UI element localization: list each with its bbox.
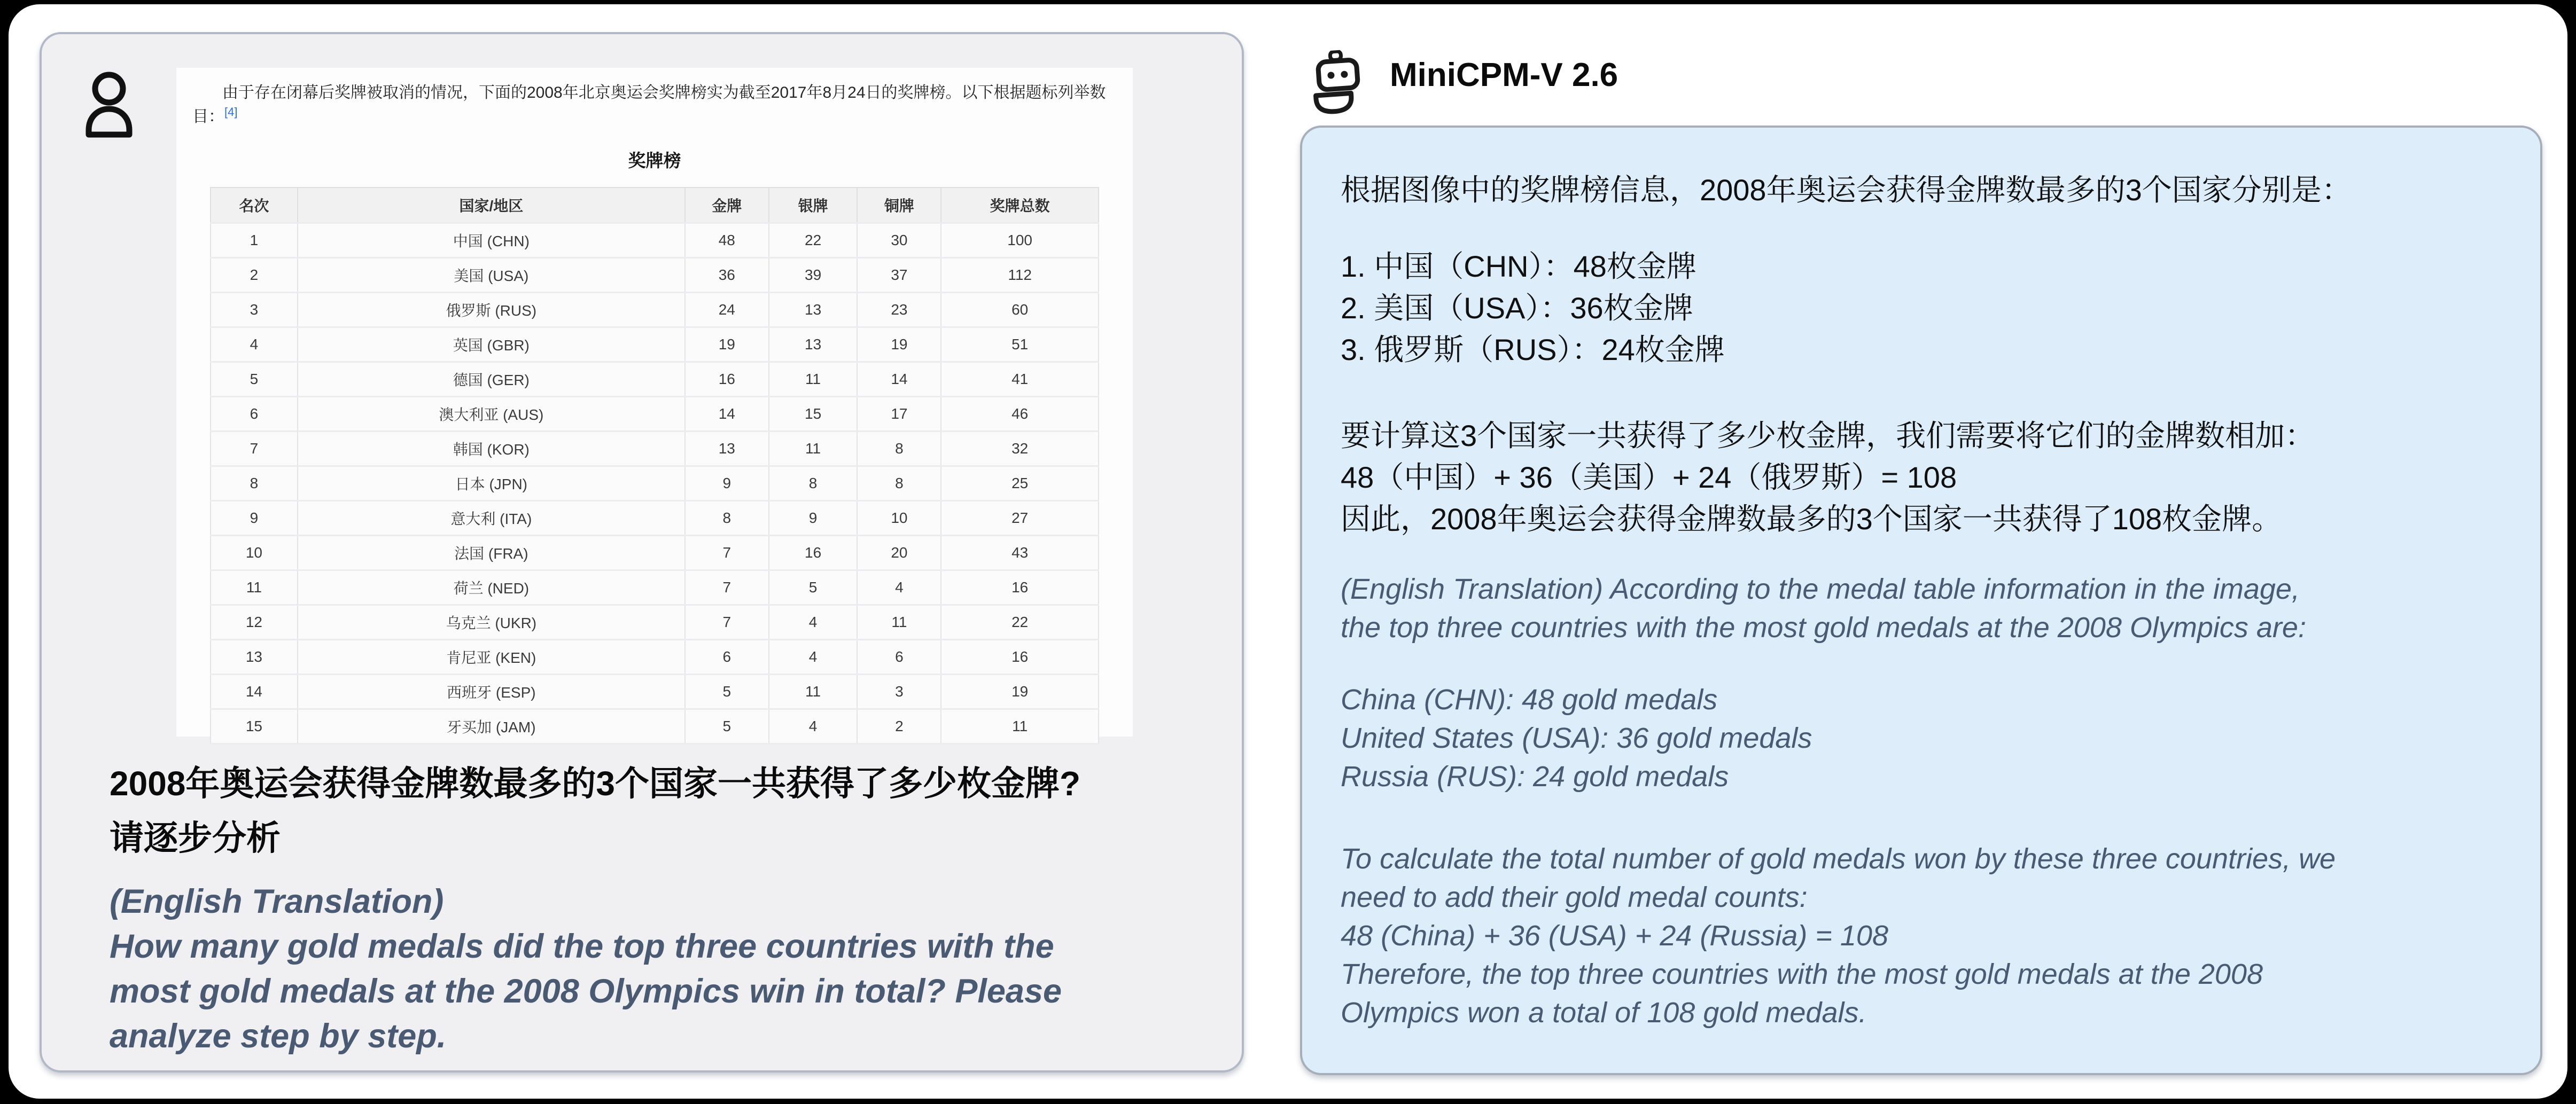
table-cell: 5	[685, 709, 769, 744]
table-cell: 12	[211, 605, 298, 640]
table-cell: 11	[857, 605, 941, 640]
table-cell: 51	[941, 327, 1099, 362]
table-cell: 43	[941, 536, 1099, 570]
model-name: MiniCPM-V 2.6	[1390, 57, 1618, 93]
table-cell: 17	[857, 397, 941, 432]
response-en-calculation	[1341, 840, 2336, 1032]
column-header: 国家/地区	[298, 187, 685, 223]
zh-intro-line: 根据图像中的奖牌榜信息，2008年奥运会获得金牌数最多的3个国家分别是：	[1341, 173, 2352, 207]
zh-list-item: 2. 美国（USA）：36枚金牌	[1341, 291, 1693, 325]
zh-list-item: 1. 中国（CHN）：48枚金牌	[1341, 249, 1696, 283]
table-cell: 德国 (GER)	[298, 362, 685, 397]
column-header: 铜牌	[857, 187, 941, 223]
translation-label: (English Translation)	[110, 883, 444, 920]
table-cell: 23	[857, 293, 941, 327]
table-cell: 14	[857, 362, 941, 397]
robot-icon	[1309, 49, 1368, 118]
attached-medal-table-image[interactable]	[176, 68, 1133, 737]
table-cell: 15	[211, 709, 298, 744]
table-cell: 14	[211, 675, 298, 709]
table-cell: 30	[857, 223, 941, 258]
table-cell: 7	[685, 605, 769, 640]
table-cell: 5	[211, 362, 298, 397]
table-cell: 意大利 (ITA)	[298, 501, 685, 536]
table-cell: 3	[857, 675, 941, 709]
response-en-medal-list	[1341, 680, 1812, 796]
table-cell: 8	[685, 501, 769, 536]
table-cell: 9	[769, 501, 858, 536]
response-zh-intro	[1341, 169, 2352, 211]
table-cell: 48	[685, 223, 769, 258]
table-row	[211, 223, 1099, 258]
table-cell: 英国 (GBR)	[298, 327, 685, 362]
table-cell: 中国 (CHN)	[298, 223, 685, 258]
table-cell: 10	[857, 501, 941, 536]
column-header: 银牌	[769, 187, 858, 223]
table-cell: 8	[769, 466, 858, 501]
table-cell: 41	[941, 362, 1099, 397]
table-cell: 39	[769, 258, 858, 293]
table-cell: 荷兰 (NED)	[298, 570, 685, 605]
question-line-1: 2008年奥运会获得金牌数最多的3个国家一共获得了多少枚金牌?	[110, 764, 1081, 803]
table-cell: 5	[769, 570, 858, 605]
table-cell: 13	[769, 293, 858, 327]
table-cell: 4	[769, 605, 858, 640]
table-cell: 7	[211, 432, 298, 466]
table-cell: 美国 (USA)	[298, 258, 685, 293]
table-cell: 5	[685, 675, 769, 709]
table-cell: 6	[685, 640, 769, 675]
zh-calc-line: 48（中国）+ 36（美国）+ 24（俄罗斯）= 108	[1341, 460, 1957, 494]
en-calc-line: 48 (China) + 36 (USA) + 24 (Russia) = 108	[1341, 920, 1888, 952]
table-cell: 西班牙 (ESP)	[298, 675, 685, 709]
table-cell: 8	[857, 432, 941, 466]
table-cell: 16	[941, 640, 1099, 675]
en-list-item: China (CHN): 48 gold medals	[1341, 684, 1718, 716]
table-row	[211, 362, 1099, 397]
user-message-panel	[40, 32, 1244, 1072]
table-cell: 11	[769, 362, 858, 397]
en-calc-line: To calculate the total number of gold medals won by these three countries, we	[1341, 843, 2336, 875]
table-cell: 32	[941, 432, 1099, 466]
response-en-intro	[1341, 570, 2306, 647]
table-cell: 韩国 (KOR)	[298, 432, 685, 466]
table-row	[211, 397, 1099, 432]
translation-line: How many gold medals did the top three countries with the	[110, 928, 1054, 965]
table-row	[211, 570, 1099, 605]
image-intro-text	[176, 68, 1133, 129]
medal-table-title: 奖牌榜	[628, 151, 681, 170]
table-cell: 6	[211, 397, 298, 432]
table-cell: 11	[769, 432, 858, 466]
table-cell: 22	[941, 605, 1099, 640]
table-row	[211, 293, 1099, 327]
table-row	[211, 327, 1099, 362]
zh-list-item: 3. 俄罗斯（RUS）：24枚金牌	[1341, 333, 1725, 366]
table-cell: 11	[769, 675, 858, 709]
table-cell: 4	[769, 640, 858, 675]
column-header: 奖牌总数	[941, 187, 1099, 223]
table-row	[211, 466, 1099, 501]
table-cell: 20	[857, 536, 941, 570]
table-cell: 11	[941, 709, 1099, 744]
table-cell: 24	[685, 293, 769, 327]
table-cell: 19	[857, 327, 941, 362]
table-cell: 19	[685, 327, 769, 362]
table-row	[211, 432, 1099, 466]
table-cell: 22	[769, 223, 858, 258]
table-cell: 25	[941, 466, 1099, 501]
table-cell: 13	[685, 432, 769, 466]
table-cell: 8	[857, 466, 941, 501]
table-cell: 6	[857, 640, 941, 675]
table-cell: 11	[211, 570, 298, 605]
intro-text: 由于存在闭幕后奖牌被取消的情况，下面的2008年北京奥运会奖牌榜实为截至2017年8月24日的奖牌榜。以下根据题标列举数目：	[192, 84, 1106, 126]
table-cell: 37	[857, 258, 941, 293]
en-calc-line: Therefore, the top three countries with the most gold medals at the 2008	[1341, 958, 2263, 990]
column-header: 名次	[211, 187, 298, 223]
table-cell: 36	[685, 258, 769, 293]
column-header: 金牌	[685, 187, 769, 223]
table-cell: 4	[857, 570, 941, 605]
table-cell: 10	[211, 536, 298, 570]
table-cell: 2	[211, 258, 298, 293]
medal-table	[210, 187, 1099, 745]
table-cell: 4	[211, 327, 298, 362]
table-row	[211, 640, 1099, 675]
translation-line: most gold medals at the 2008 Olympics win in total? Please	[110, 973, 1062, 1010]
response-zh-medal-list	[1341, 246, 1725, 371]
en-list-item: Russia (RUS): 24 gold medals	[1341, 761, 1729, 793]
citation-link[interactable]: [4]	[224, 105, 238, 119]
table-cell: 澳大利亚 (AUS)	[298, 397, 685, 432]
table-cell: 俄罗斯 (RUS)	[298, 293, 685, 327]
table-cell: 100	[941, 223, 1099, 258]
user-question-translation	[110, 879, 1232, 1059]
table-cell: 112	[941, 258, 1099, 293]
en-intro-line: (English Translation) According to the medal table information in the image,	[1341, 573, 2300, 605]
en-list-item: United States (USA): 36 gold medals	[1341, 722, 1812, 754]
table-cell: 法国 (FRA)	[298, 536, 685, 570]
table-cell: 2	[857, 709, 941, 744]
table-cell: 牙买加 (JAM)	[298, 709, 685, 744]
table-row	[211, 501, 1099, 536]
table-cell: 9	[211, 501, 298, 536]
table-cell: 16	[941, 570, 1099, 605]
zh-calc-line: 要计算这3个国家一共获得了多少枚金牌，我们需要将它们的金牌数相加：	[1341, 419, 2315, 452]
table-cell: 16	[769, 536, 858, 570]
zh-calc-line: 因此，2008年奥运会获得金牌数最多的3个国家一共获得了108枚金牌。	[1341, 502, 2282, 536]
en-calc-line: need to add their gold medal counts:	[1341, 881, 1808, 913]
content-canvas	[9, 4, 2567, 1099]
table-row	[211, 536, 1099, 570]
table-header-row	[211, 187, 1099, 223]
table-cell: 13	[769, 327, 858, 362]
table-row	[211, 675, 1099, 709]
table-row	[211, 605, 1099, 640]
table-cell: 19	[941, 675, 1099, 709]
table-cell: 46	[941, 397, 1099, 432]
response-zh-calculation	[1341, 415, 2315, 540]
user-avatar-icon	[83, 69, 135, 138]
translation-line: analyze step by step.	[110, 1017, 447, 1055]
en-intro-line: the top three countries with the most gold medals at the 2008 Olympics are:	[1341, 612, 2306, 644]
table-cell: 3	[211, 293, 298, 327]
table-cell: 27	[941, 501, 1099, 536]
table-cell: 13	[211, 640, 298, 675]
table-row	[211, 709, 1099, 744]
table-cell: 14	[685, 397, 769, 432]
table-row	[211, 258, 1099, 293]
table-cell: 肯尼亚 (KEN)	[298, 640, 685, 675]
table-cell: 9	[685, 466, 769, 501]
user-question	[110, 756, 1221, 865]
table-cell: 60	[941, 293, 1099, 327]
table-cell: 8	[211, 466, 298, 501]
table-cell: 乌克兰 (UKR)	[298, 605, 685, 640]
table-cell: 4	[769, 709, 858, 744]
table-cell: 日本 (JPN)	[298, 466, 685, 501]
model-response-panel	[1300, 126, 2542, 1075]
table-cell: 16	[685, 362, 769, 397]
table-cell: 1	[211, 223, 298, 258]
table-cell: 7	[685, 570, 769, 605]
en-calc-line: Olympics won a total of 108 gold medals.	[1341, 997, 1867, 1029]
table-cell: 15	[769, 397, 858, 432]
table-cell: 7	[685, 536, 769, 570]
question-line-2: 请逐步分析	[110, 819, 281, 857]
